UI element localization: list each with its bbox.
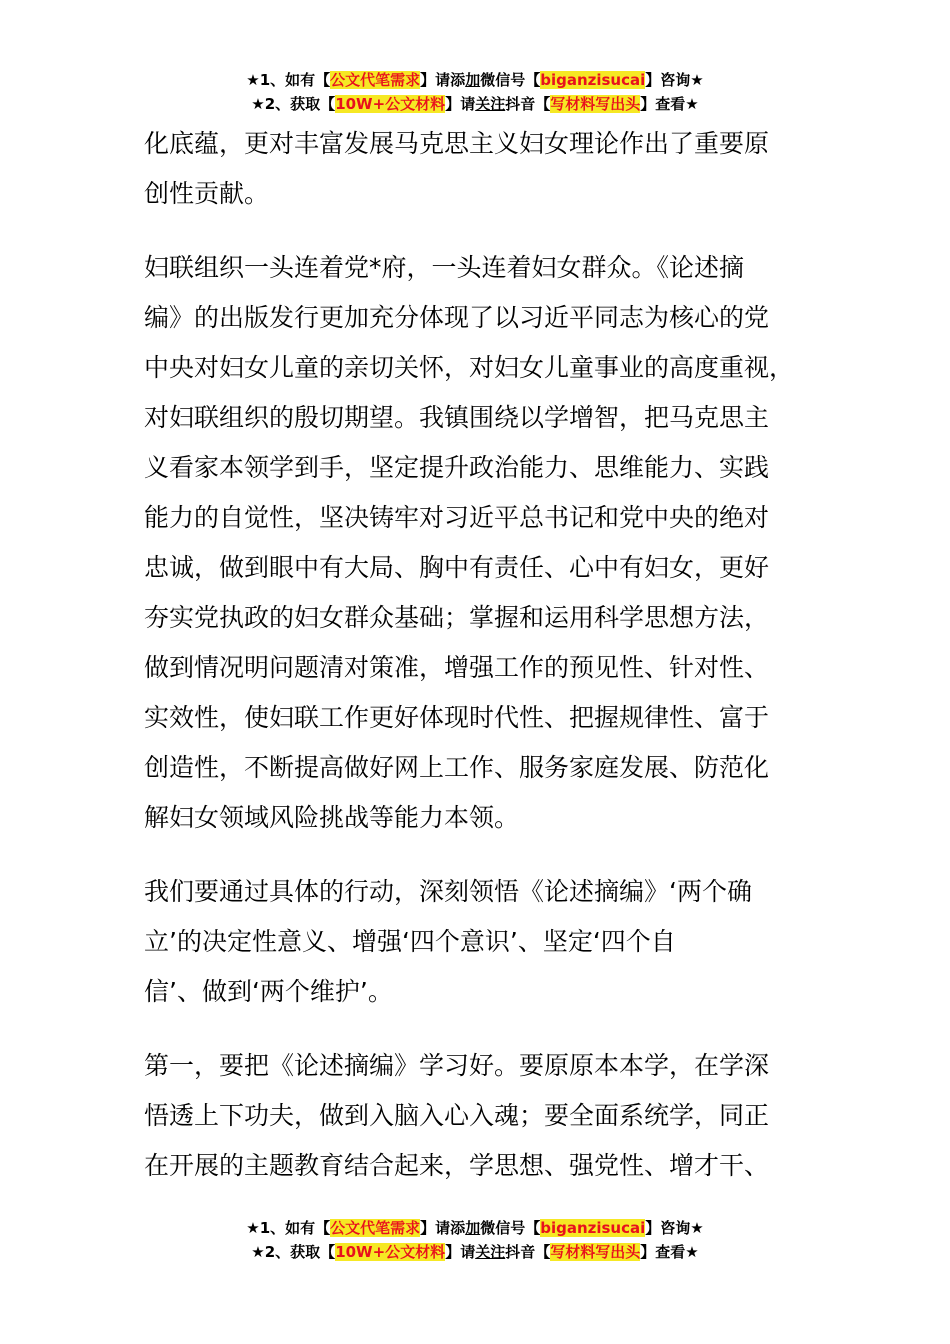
promo-line-1	[0, 68, 950, 92]
promo-text: 微信号【	[480, 1219, 541, 1237]
promo-text: 】咨询★	[645, 1219, 704, 1237]
paragraph-line: 中央对妇女儿童的亲切关怀，对妇女儿童事业的高度重视，	[144, 353, 795, 382]
promo-line-2	[0, 1240, 950, 1264]
promo-highlight-douyin: 写材料写出头	[550, 95, 641, 113]
promo-highlight-wechat-id: biganzisucai	[540, 1219, 646, 1237]
paragraph-line: 实效性，使妇联工作更好体现时代性、把握规律性、富于	[144, 703, 770, 732]
paragraph-line: 我们要通过具体的行动，深刻领悟《论述摘编》‘两个确	[144, 877, 752, 906]
paragraph-line: 对妇联组织的殷切期望。我镇围绕以学增智，把马克思主	[144, 403, 770, 432]
promo-text: 】咨询★	[645, 71, 704, 89]
promo-highlight: 公文代笔需求	[330, 1219, 421, 1237]
promo-line-1	[0, 1216, 950, 1240]
paragraph-line: 在开展的主题教育结合起来，学思想、强党性、增才干、	[144, 1151, 770, 1180]
paragraph-line: 夯实党执政的妇女群众基础；掌握和运用科学思想方法，	[144, 603, 770, 632]
promo-highlight-wechat-id: biganzisucai	[540, 71, 646, 89]
paragraph-line: 妇联组织一头连着党*府，一头连着妇女群众。《论述摘	[144, 253, 745, 282]
promo-text: ★2、获取【	[251, 95, 336, 113]
promo-text: 抖音【	[505, 1243, 551, 1261]
paragraph	[144, 119, 824, 219]
paragraph-line: 创造性，不断提高做好网上工作、服务家庭发展、防范化	[144, 753, 770, 782]
paragraph-line: 能力的自觉性，坚决铸牢对习近平总书记和党中央的绝对	[144, 503, 770, 532]
promo-text: 】请	[445, 1243, 476, 1261]
promo-text: ★1、如有【	[246, 71, 331, 89]
promo-text: 抖音【	[505, 95, 551, 113]
paragraph-line: 义看家本领学到手，坚定提升政治能力、思维能力、实践	[144, 453, 770, 482]
promo-line-2	[0, 92, 950, 116]
paragraph-line: 解妇女领域风险挑战等能力本领。	[144, 803, 520, 832]
paragraph-line: 化底蕴，更对丰富发展马克思主义妇女理论作出了重要原	[144, 129, 770, 158]
paragraph	[144, 1041, 824, 1191]
paragraph-line: 信’、做到‘两个维护’。	[144, 977, 393, 1006]
paragraph	[144, 243, 824, 843]
footer-promo-banner	[0, 1216, 950, 1264]
paragraph-line: 立’的决定性意义、增强‘四个意识’、坚定‘四个自	[144, 927, 676, 956]
promo-underlined-text: 加	[465, 1219, 481, 1237]
promo-text: 】请添	[420, 71, 466, 89]
promo-underlined-text: 关注	[475, 95, 506, 113]
promo-highlight: 10W+公文材料	[335, 1243, 446, 1261]
promo-text: 】请添	[420, 1219, 466, 1237]
promo-underlined-text: 加	[465, 71, 481, 89]
promo-underlined-text: 关注	[475, 1243, 506, 1261]
promo-highlight: 10W+公文材料	[335, 95, 446, 113]
promo-text: ★2、获取【	[251, 1243, 336, 1261]
promo-text: ★1、如有【	[246, 1219, 331, 1237]
paragraph-line: 创性贡献。	[144, 179, 270, 208]
promo-text: 】请	[445, 95, 476, 113]
paragraph-line: 忠诚，做到眼中有大局、胸中有责任、心中有妇女，更好	[144, 553, 770, 582]
paragraph-line: 第一，要把《论述摘编》学习好。要原原本本学，在学深	[144, 1051, 770, 1080]
paragraph-line: 悟透上下功夫，做到入脑入心入魂；要全面系统学，同正	[144, 1101, 770, 1130]
promo-highlight: 公文代笔需求	[330, 71, 421, 89]
header-promo-banner	[0, 68, 950, 116]
promo-text: 】查看★	[640, 95, 699, 113]
promo-highlight-douyin: 写材料写出头	[550, 1243, 641, 1261]
paragraph-line: 编》的出版发行更加充分体现了以习近平同志为核心的党	[144, 303, 770, 332]
paragraph-line: 做到情况明问题清对策准，增强工作的预见性、针对性、	[144, 653, 770, 682]
paragraph	[144, 867, 824, 1017]
promo-text: 】查看★	[640, 1243, 699, 1261]
promo-text: 微信号【	[480, 71, 541, 89]
document-body	[144, 119, 824, 1215]
